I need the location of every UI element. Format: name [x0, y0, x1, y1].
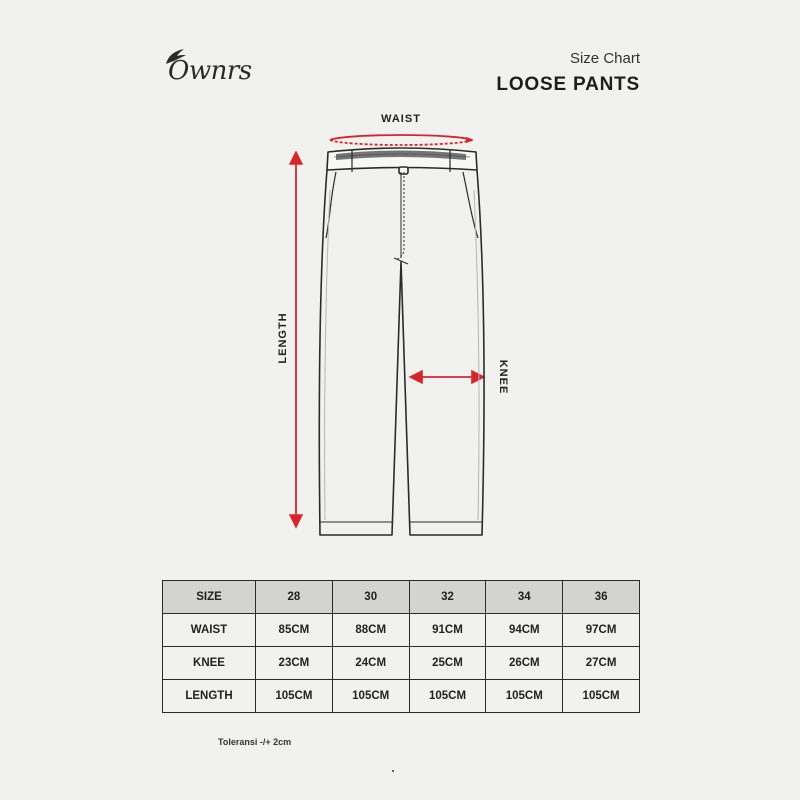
row-label-cell: WAIST — [163, 614, 256, 647]
table-cell: 23CM — [256, 647, 333, 680]
table-cell: 97CM — [563, 614, 640, 647]
table-row — [163, 614, 640, 647]
table-cell: 85CM — [256, 614, 333, 647]
row-label-cell: LENGTH — [163, 680, 256, 713]
table-cell: 91CM — [409, 614, 486, 647]
table-header-cell: 28 — [256, 581, 333, 614]
table-header-cell: SIZE — [163, 581, 256, 614]
table-cell: 105CM — [256, 680, 333, 713]
table-row — [163, 647, 640, 680]
table-cell: 105CM — [332, 680, 409, 713]
table-header-cell: 30 — [332, 581, 409, 614]
table-cell: 27CM — [563, 647, 640, 680]
table-header-cell: 34 — [486, 581, 563, 614]
product-title: LOOSE PANTS — [496, 74, 640, 95]
table-header-row — [163, 581, 640, 614]
table-cell: 105CM — [486, 680, 563, 713]
row-label-cell: KNEE — [163, 647, 256, 680]
brand-logo: Ownrs — [168, 56, 252, 86]
table-header-cell: 32 — [409, 581, 486, 614]
chart-subtitle: Size Chart — [569, 50, 640, 67]
length-label: LENGTH — [277, 312, 289, 364]
table-cell: 88CM — [332, 614, 409, 647]
table-cell: 26CM — [486, 647, 563, 680]
table-row — [163, 680, 640, 713]
knee-label: KNEE — [497, 359, 509, 395]
table-cell: 24CM — [332, 647, 409, 680]
decorative-dot — [392, 770, 394, 772]
table-cell: 25CM — [409, 647, 486, 680]
table-header-cell: 36 — [563, 581, 640, 614]
table-cell: 94CM — [486, 614, 563, 647]
table-cell: 105CM — [563, 680, 640, 713]
table-cell: 105CM — [409, 680, 486, 713]
pants-outline — [319, 148, 484, 535]
waist-label: WAIST — [381, 113, 421, 125]
tolerance-note: Toleransi -/+ 2cm — [218, 737, 292, 747]
waist-measure-arrow — [330, 135, 474, 145]
size-table — [162, 580, 640, 713]
